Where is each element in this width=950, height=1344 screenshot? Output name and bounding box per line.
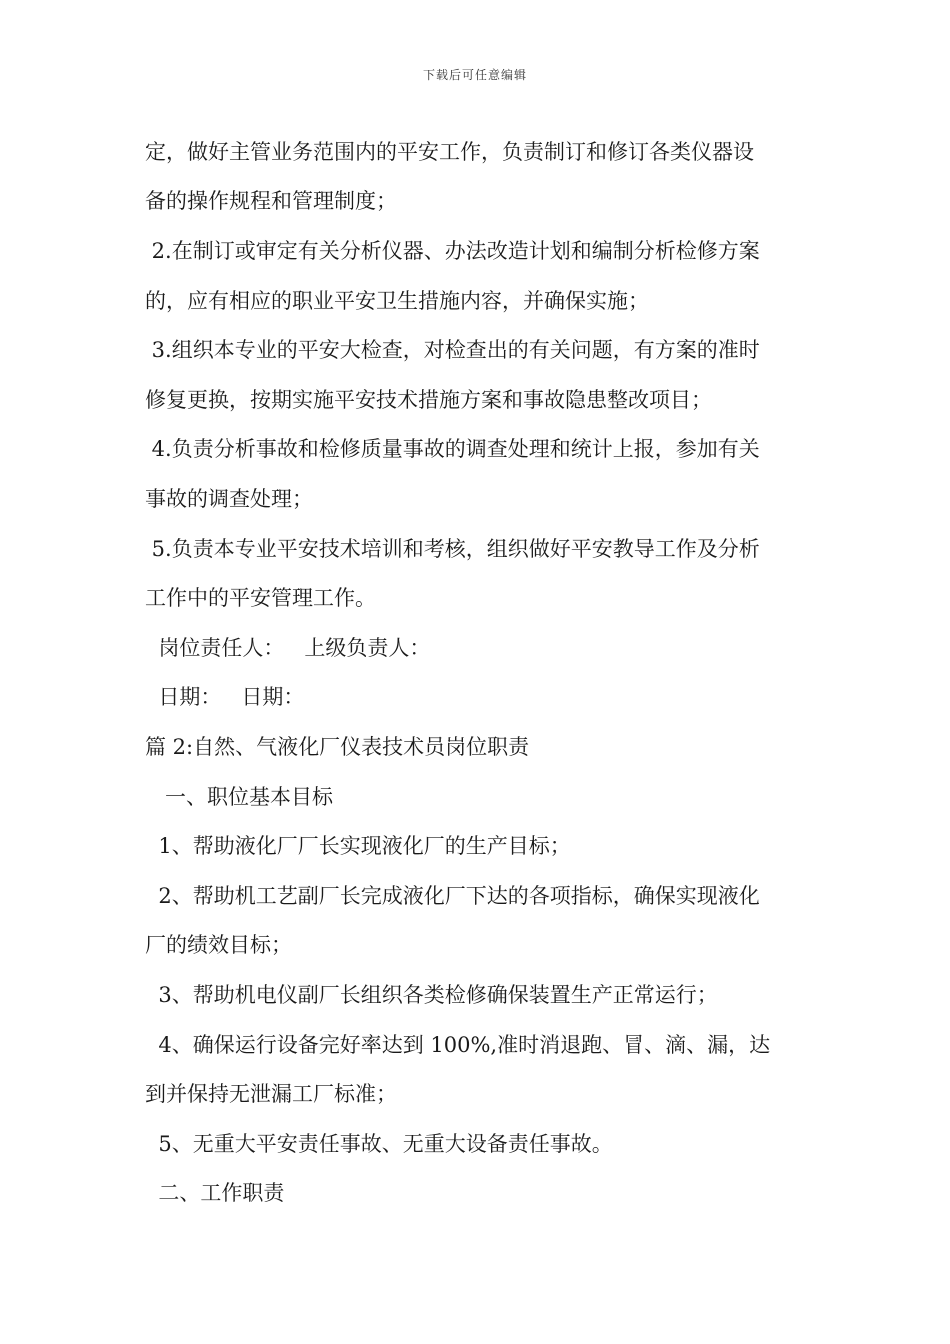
body-line-2: 备的操作规程和管理制度；: [145, 189, 397, 213]
subsection-heading-2: 二、工作职责: [145, 1181, 285, 1205]
body-line-16: 2、帮助机工艺副厂长完成液化厂下达的各项指标，确保实现液化: [145, 884, 760, 908]
body-line-8: 事故的调查处理；: [145, 487, 313, 511]
body-line-17: 厂的绩效目标；: [145, 933, 292, 957]
body-line-5: 3.组织本专业的平安大检查，对检查出的有关问题，有方案的准时: [145, 338, 760, 362]
body-line-7: 4.负责分析事故和检修质量事故的调查处理和统计上报，参加有关: [145, 437, 760, 461]
signature-line: 岗位责任人： 上级负责人：: [145, 636, 431, 660]
body-line-21: 5、无重大平安责任事故、无重大设备责任事故。: [145, 1132, 613, 1156]
body-line-20: 到并保持无泄漏工厂标准；: [145, 1082, 397, 1106]
body-line-4: 的，应有相应的职业平安卫生措施内容，并确保实施；: [145, 289, 649, 313]
body-line-1: 定，做好主管业务范围内的平安工作，负责制订和修订各类仪器设: [145, 140, 754, 164]
body-line-6: 修复更换，按期实施平安技术措施方案和事故隐患整改项目；: [145, 388, 712, 412]
body-line-10: 工作中的平安管理工作。: [145, 586, 376, 610]
section-title: 篇 2:自然、气液化厂仪表技术员岗位职责: [145, 735, 530, 759]
page-header: 下载后可任意编辑: [422, 68, 527, 82]
body-line-15: 1、帮助液化厂厂长实现液化厂的生产目标；: [145, 834, 571, 858]
body-line-18: 3、帮助机电仪副厂长组织各类检修确保装置生产正常运行；: [145, 983, 718, 1007]
date-line: 日期： 日期：: [145, 685, 305, 709]
body-line-19: 4、确保运行设备完好率达到 100%,准时消退跑、冒、滴、漏，达: [145, 1033, 771, 1057]
body-line-9: 5.负责本专业平安技术培训和考核，组织做好平安教导工作及分析: [145, 537, 760, 561]
subsection-heading-1: 一、职位基本目标: [145, 785, 334, 809]
body-line-3: 2.在制订或审定有关分析仪器、办法改造计划和编制分析检修方案: [145, 239, 760, 263]
